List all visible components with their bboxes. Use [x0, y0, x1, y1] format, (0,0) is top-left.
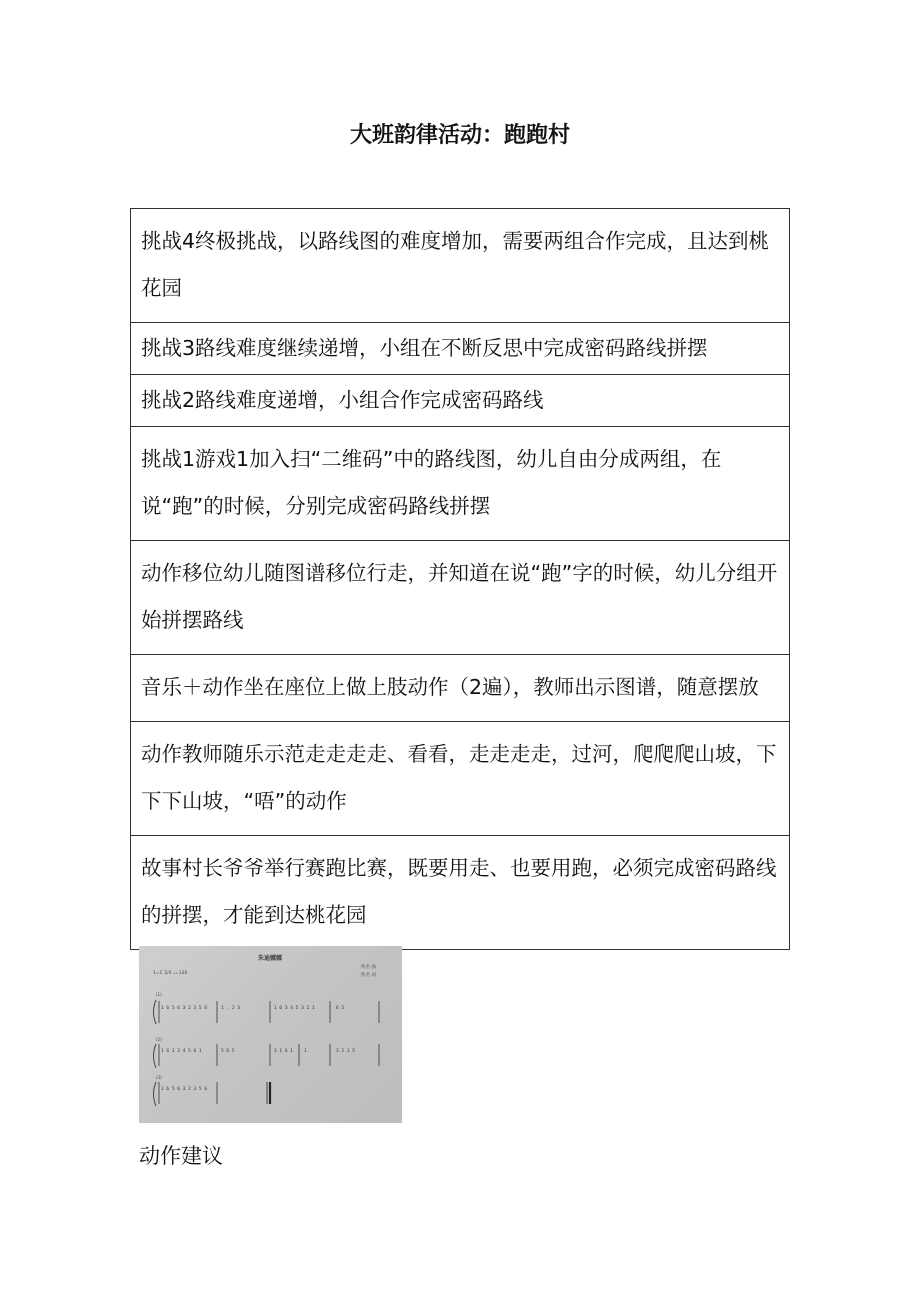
- score-bar: 6 5: [336, 1006, 345, 1011]
- score-bar: 1 6 3 2 4 5 6 1: [161, 1049, 202, 1054]
- score-bar: 1 . 2 3: [221, 1006, 240, 1011]
- table-row: [131, 722, 790, 836]
- score-brace: [154, 1082, 157, 1106]
- table-row: [131, 541, 790, 655]
- score-author: 佚名 曲: [361, 965, 376, 970]
- table-cell: 挑战2路线难度递增，小组合作完成密码路线: [131, 375, 790, 427]
- table-row: [131, 655, 790, 722]
- table-cell: 动作移位幼儿随图谱移位行走，并知道在说“跑”字的时候，幼儿分组开始拼摆路线: [131, 541, 790, 655]
- table-cell: 故事村长爷爷举行赛跑比赛，既要用走、也要用跑，必须完成密码路线的拼摆，才能到达桃花园: [131, 836, 790, 950]
- table-cell: 动作教师随乐示范走走走走、看看，走走走走，过河，爬爬爬山坡，下下下山坡，“唔”的动作: [131, 722, 790, 836]
- table-row: [131, 427, 790, 541]
- table-row: [131, 209, 790, 323]
- music-score-drawing: [139, 946, 402, 1123]
- caption-text: 动作建议: [139, 1144, 223, 1168]
- table-row: [131, 375, 790, 427]
- score-bar: 1 6 5 6 3 2 3 5 6: [161, 1087, 208, 1092]
- music-score-photo: [139, 946, 402, 1123]
- score-bar: 3 1 6 1: [274, 1049, 293, 1054]
- page-title: 大班韵律活动：跑跑村: [349, 123, 570, 148]
- table-cell: 音乐＋动作坐在座位上做上肢动作（2遍），教师出示图谱，随意摆放: [131, 655, 790, 722]
- score-line-label: (2): [156, 1037, 162, 1042]
- score-bar: 1 6 5 6 3 2 3 5 6: [161, 1006, 208, 1011]
- score-line-label: (1): [156, 992, 162, 997]
- score-title: 朱迪娜娜: [257, 955, 283, 962]
- table-row: [131, 323, 790, 375]
- score-brace: [154, 1000, 157, 1024]
- table-row: [131, 836, 790, 950]
- table-cell: 挑战4终极挑战，以路线图的难度增加，需要两组合作完成，且达到桃花园: [131, 209, 790, 323]
- score-bar: 3 2 1 5: [336, 1049, 355, 1054]
- score-brace: [154, 1044, 157, 1068]
- score-bar: 5 6 5: [221, 1049, 235, 1054]
- score-bar: 1: [304, 1049, 307, 1054]
- score-tempo: 1=C 2/4 ♩=120: [153, 971, 188, 976]
- table-cell: 挑战1游戏1加入扫“二维码”中的路线图，幼儿自由分成两组，在说“跑”的时候，分别完成密码路线拼摆: [131, 427, 790, 541]
- score-line-label: (3): [156, 1075, 162, 1080]
- table-cell: 挑战3路线难度继续递增，小组在不断反思中完成密码路线拼摆: [131, 323, 790, 375]
- activity-table: [130, 208, 790, 950]
- score-author: 佚名 词: [361, 973, 376, 978]
- score-bar: 1 6 3 4 5 3 2 1: [274, 1006, 315, 1011]
